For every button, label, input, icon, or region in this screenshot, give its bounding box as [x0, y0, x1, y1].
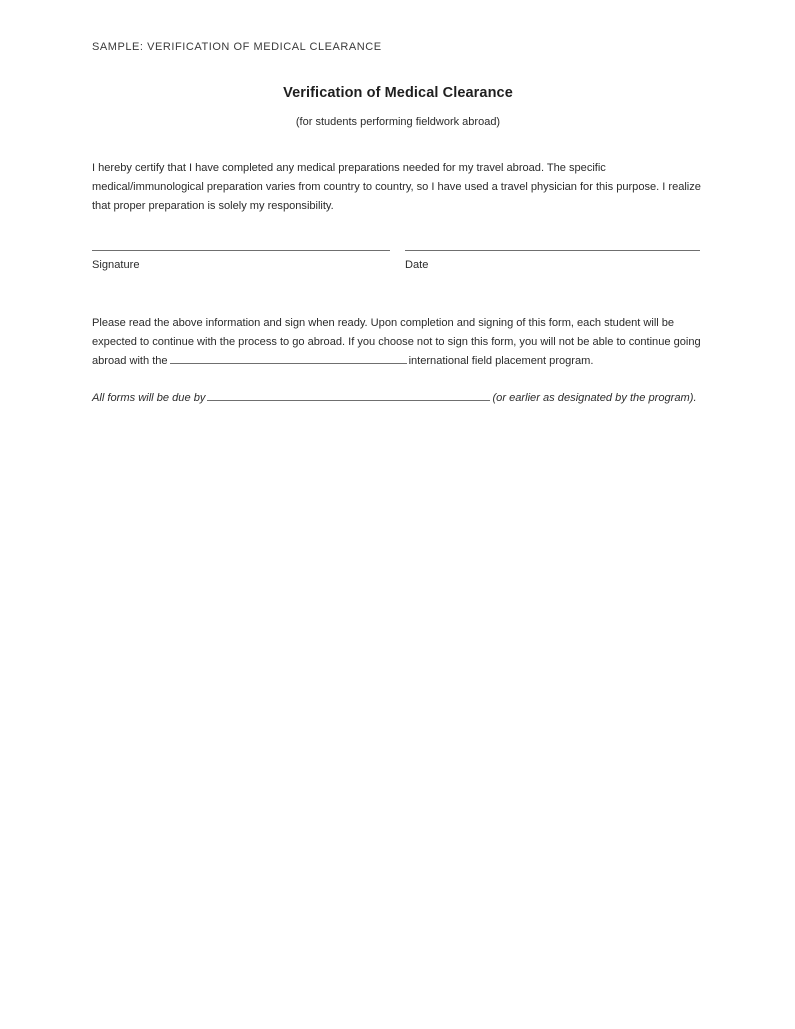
date-line[interactable] — [405, 250, 700, 251]
due-date-line — [92, 389, 704, 408]
date-label: Date — [405, 259, 429, 272]
program-name-blank[interactable] — [170, 352, 407, 364]
instructions-text-before-blank: Please read the above information and sign when ready. Upon completion and signing of this form, each student will be expected to continue with the process to go abroad. If you choose not to sign this form, you will not be able to continue going abroad with the — [92, 317, 701, 367]
signature-label: Signature — [92, 259, 140, 272]
page-subtitle: (for students performing fieldwork abroad) — [295, 116, 501, 128]
signature-line[interactable] — [92, 250, 390, 251]
page-title: Verification of Medical Clearance — [283, 85, 513, 101]
signature-block — [92, 241, 704, 277]
due-text-before-blank: All forms will be due by — [92, 391, 206, 404]
due-text-after-blank: (or earlier as designated by the program). — [492, 391, 697, 404]
due-date-blank[interactable] — [207, 389, 490, 401]
document-content — [92, 40, 704, 408]
instructions-text-after-blank: international field placement program. — [408, 354, 594, 367]
signature-labels — [92, 257, 704, 273]
certification-paragraph: I hereby certify that I have completed any medical preparations needed for my travel abroad. The specific medical/immunological preparation varies from country to country, so I have used a travel physician for this purpose. I realize that proper preparation is solely my responsibility. — [92, 162, 701, 212]
instructions-paragraph — [92, 314, 704, 370]
running-header: SAMPLE: VERIFICATION OF MEDICAL CLEARANCE — [92, 41, 382, 53]
